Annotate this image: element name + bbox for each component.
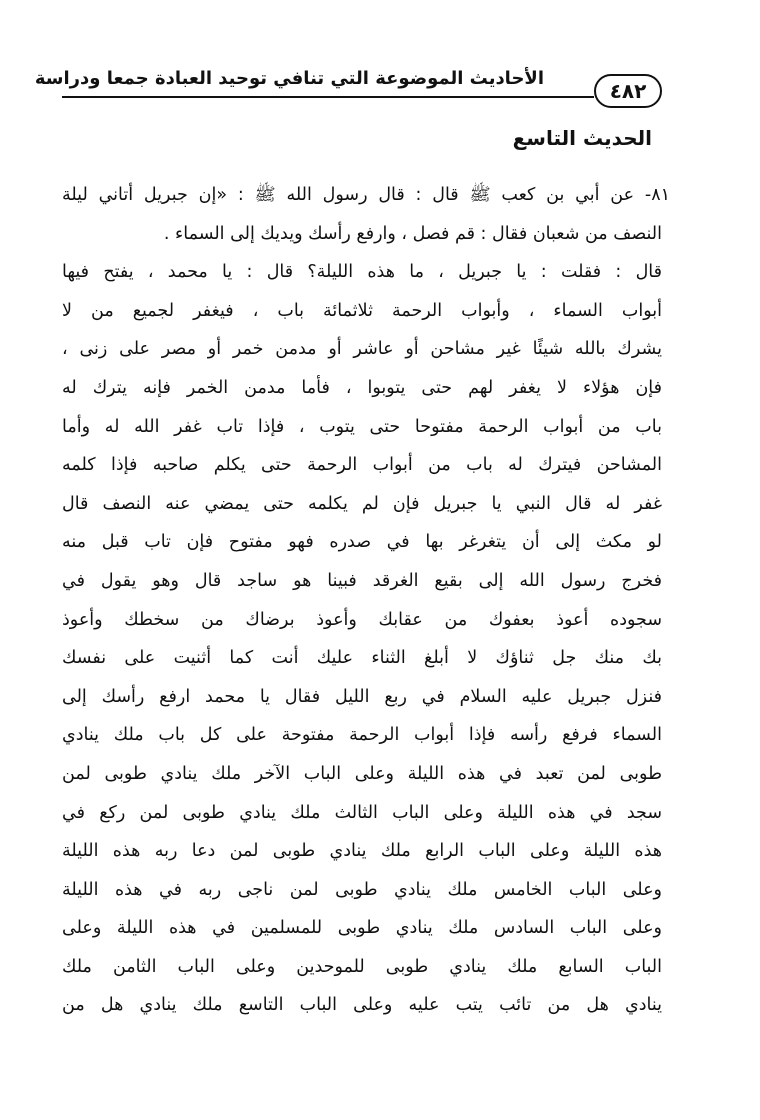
text-line: بك منك جل ثناؤك لا أبلغ الثناء عليك أنت كما أثنيت على نفسك bbox=[62, 648, 662, 669]
text-line: فإن هؤلاء لا يغفر لهم حتى يتوبوا ، فأما مدمن الخمر فإنه يترك له bbox=[62, 377, 662, 398]
text-line: فخرج رسول الله إلى بقيع الغرقد فبينا هو ساجد قال وهو يقول في bbox=[62, 570, 662, 591]
running-title: الأحاديث الموضوعة التي تنافي توحيد العبادة جمعا ودراسة bbox=[34, 68, 544, 89]
text-line: طوبى لمن تعبد في هذه الليلة وعلى الباب الآخر ملك ينادي طوبى لمن bbox=[62, 763, 662, 784]
text-line: قال : فقلت : يا جبريل ، ما هذه الليلة؟ قال : يا محمد ، يفتح فيها bbox=[62, 262, 662, 283]
text-line: السماء فرفع رأسه فإذا أبواب الرحمة مفتوحة على كل باب ملك ينادي bbox=[62, 725, 662, 746]
text-line: يشرك بالله شيئًا غير مشاحن أو عاشر أو مدمن خمر أو مصر على زنى ، bbox=[62, 339, 662, 360]
page-number: ٤٨٢ bbox=[594, 74, 662, 108]
text-line: سجوده أعوذ بعفوك من عقابك وأعوذ برضاك من سخطك وأعوذ bbox=[62, 609, 662, 630]
text-line: باب من أبواب الرحمة مفتوحا حتى يتوب ، فإذا تاب غفر الله له وأما bbox=[62, 416, 662, 437]
text-line: المشاحن فيترك له باب من أبواب الرحمة حتى يكلم صاحبه فإذا كلمه bbox=[62, 455, 662, 476]
text-line: ينادي هل من تائب يتب عليه وعلى الباب التاسع ملك ينادي هل من bbox=[62, 995, 662, 1016]
text-line: النصف من شعبان فقال : قم فصل ، وارفع رأسك ويديك إلى السماء . bbox=[163, 223, 662, 244]
page-header bbox=[34, 60, 662, 120]
text-line: الباب السابع ملك ينادي طوبى للموحدين وعلى الباب الثامن ملك bbox=[62, 956, 662, 977]
text-line: لو مكث إلى أن يتغرغر بها في صدره فهو مفتوح فإن تاب قبل منه bbox=[62, 532, 662, 553]
text-line: هذه الليلة وعلى الباب الرابع ملك ينادي طوبى لمن دعا ربه هذه الليلة bbox=[62, 841, 662, 862]
text-line: وعلى الباب السادس ملك ينادي طوبى للمسلمين في هذه الليلة وعلى bbox=[62, 918, 662, 939]
text-line: غفر له قال النبي يا جبريل فإن لم يكلمه حتى يمضي عنه النصف قال bbox=[62, 493, 662, 514]
text-line: وعلى الباب الخامس ملك ينادي طوبى لمن ناجى ربه في هذه الليلة bbox=[62, 879, 662, 900]
text-line: ٨١- عن أبي بن كعب ﷺ قال : قال رسول الله ﷺ : «إن جبريل أتاني ليلة bbox=[62, 185, 670, 205]
text-line: فنزل جبريل عليه السلام في ربع الليل فقال يا محمد ارفع رأسك إلى bbox=[62, 686, 662, 707]
text-line: أبواب السماء ، وأبواب الرحمة ثلاثمائة باب ، فيغفر لجميع من لا bbox=[62, 300, 662, 321]
text-line: سجد في هذه الليلة وعلى الباب الثالث ملك ينادي طوبى لمن ركع في bbox=[62, 802, 662, 823]
section-heading: الحديث التاسع bbox=[512, 126, 652, 150]
header-rule bbox=[62, 96, 594, 98]
body-text bbox=[62, 176, 670, 1025]
